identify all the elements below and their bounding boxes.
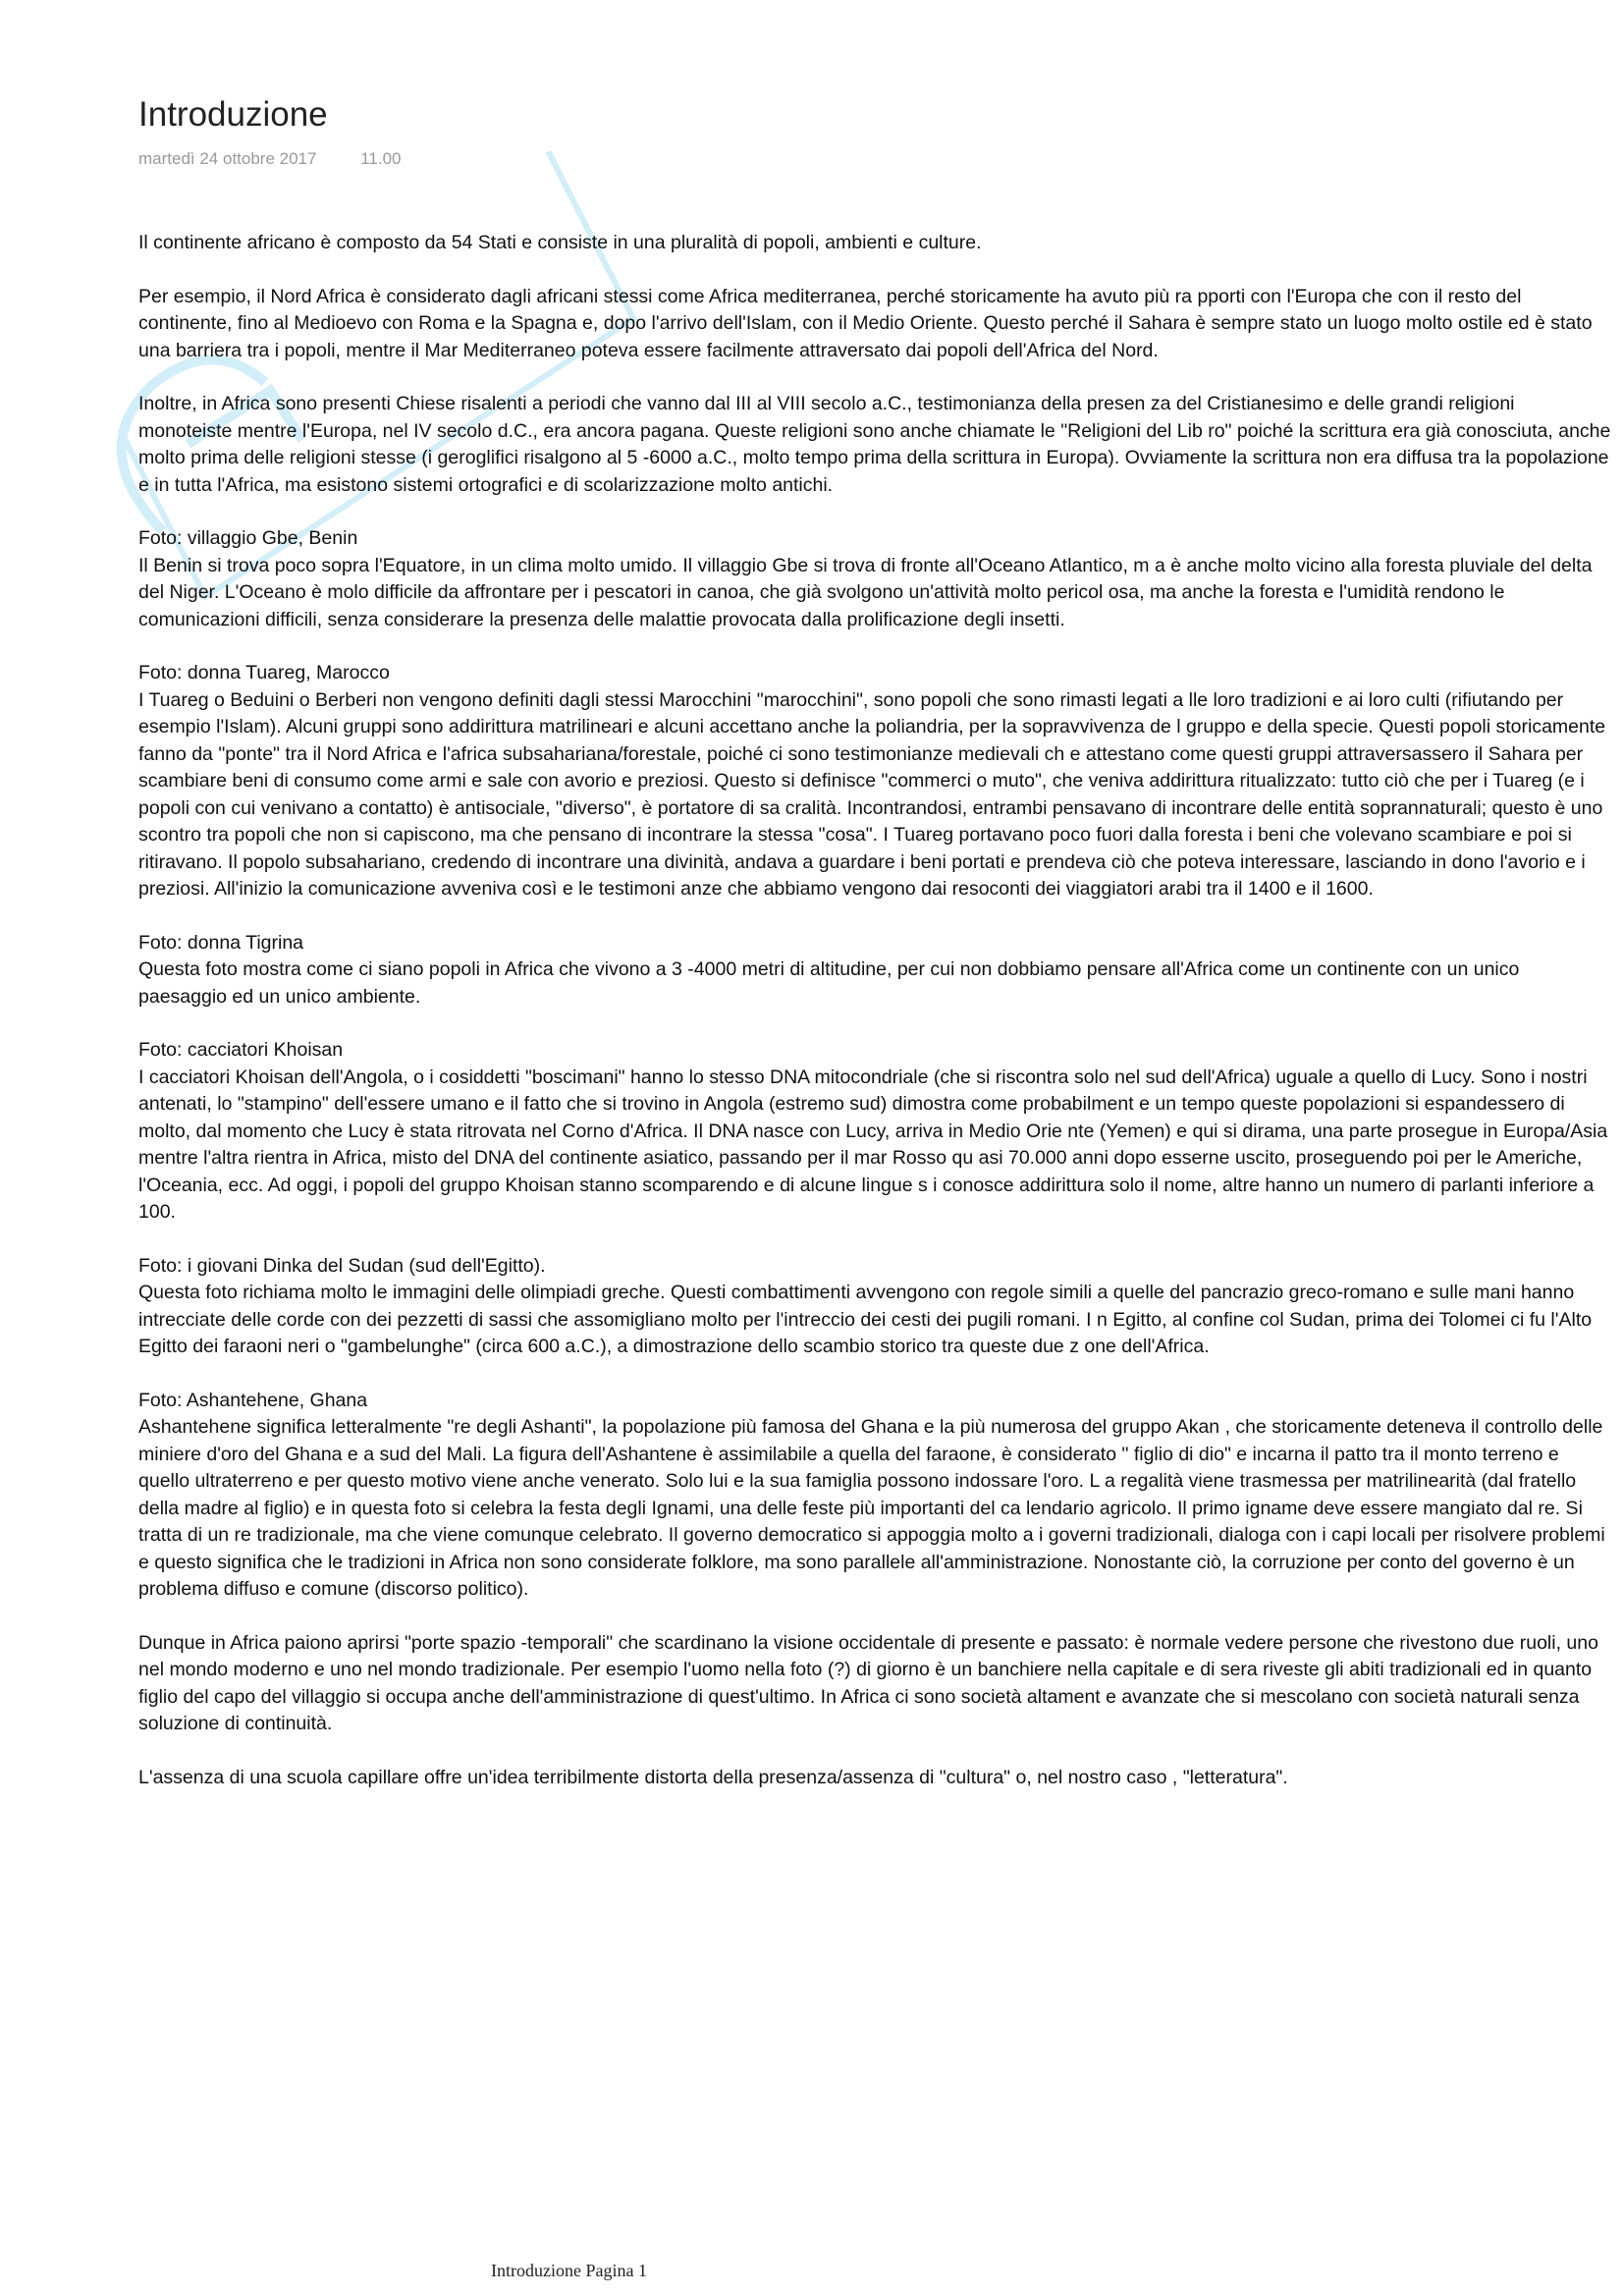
note-metadata — [138, 149, 1611, 169]
note-time: 11.00 — [360, 149, 402, 168]
paragraph-text: Dunque in Africa paiono aprirsi "porte spazio -temporali" che scardinano la visione occidentale di presente e passato: è normale vedere persone che rivestono due ruoli, uno nel mondo moderno e uno nel mondo tradizionale. Per esempio l'uomo nella foto (?) di giorno è un banchiere nella capitale e di sera riveste gli abiti tradizionali ed in quanto figlio del capo del villaggio si occupa anche dell'amministrazione di quest'ultimo. In Africa ci sono società altament e avanzate che si mescolano con società naturali senza soluzione di continuità. — [138, 1631, 1598, 1734]
paragraph — [138, 284, 1611, 365]
paragraph-text: Questa foto richiama molto le immagini delle olimpiadi greche. Questi combattimenti avvengono con regole simili a quelle del pancrazio greco-romano e sulle mani hanno intrecciate delle corde con dei pezzetti di sassi che assomigliano molto per l'intreccio dei cesti dei pugili romani. I n Egitto, al confine col Sudan, prima dei Tolomei ci fu l'Alto Egitto dei faraoni neri o "gambelunghe" (circa 600 a.C.), a dimostrazione dello scambio storico tra queste due z one dell'Africa. — [138, 1282, 1593, 1357]
paragraph-text: Ashantehene significa letteralmente "re degli Ashanti", la popolazione più famosa del Ghana e la più numerosa del gruppo Akan , che storicamente deteneva il controllo delle miniere d'oro del Ghana e a sud del Mali. La figura dell'Ashantene è assimilabile a quella del faraone, è considerato " figlio di dio" e incarna il patto tra il monto terreno e quello ultraterreno e per questo motivo viene anche venerato. Solo lui e la sua famiglia possono indossare l'oro. L a regalità viene trasmessa per matrilinearità (dal fratello della madre al figlio) e in questa foto si celebra la festa degli Ignami, una delle feste più importanti del ca lendario agricolo. Il primo igname deve essere mangiato dal re. Si tratta di un re tradizionale, ma che viene comunque celebrato. Il governo democratico si appoggia molto a i governi tradizionali, dialoga con i capi locali per risolvere problemi e questo significa che le tradizioni in Africa non sono considerate folklore, ma sono parallele all'amministrazione. Nonostante ciò, la corruzione per conto del governo è un problema diffuso e comune (discorso politico). — [138, 1416, 1605, 1600]
paragraph-text: Questa foto mostra come ci siano popoli in Africa che vivono a 3 -4000 metri di altitudine, per cui non dobbiamo pensare all'Africa come un continente con un unico paesaggio ed un unico ambiente. — [138, 958, 1520, 1008]
document-body — [138, 230, 1611, 1791]
paragraph — [138, 1253, 1611, 1361]
paragraph-text: I cacciatori Khoisan dell'Angola, o i cosiddetti "boscimani" hanno lo stesso DNA mitocondriale (che si riscontra solo nel sud dell'Africa) uguale a quello di Lucy. Sono i nostri antenati, lo "stampino" dell'essere umano e il fatto che si trovino in Angola (estremo sud) dimostra come probabilment e un tempo queste popolazioni si espandessero di molto, dal momento che Lucy è stata ritrovata nel Corno d'Africa. Il DNA nasce con Lucy, arriva in Medio Orie nte (Yemen) e qui si dirama, una parte prosegue in Europa/Asia mentre l'altra rientra in Africa, misto del DNA del continente asiatico, passando per il mar Rosso qu asi 70.000 anni dopo esserne uscito, proseguendo poi per le Americhe, l'Oceania, ecc. Ad oggi, i popoli del gruppo Khoisan stanno scomparendo e di alcune lingue s i conosce addirittura solo il nome, altre hanno un numero di parlanti inferiore a 100. — [138, 1066, 1608, 1223]
section-heading: Foto: cacciatori Khoisan — [138, 1039, 344, 1061]
paragraph-text: Inoltre, in Africa sono presenti Chiese risalenti a periodi che vanno dal III al VIII secolo a.C., testimonianza della presen za del Cristianesimo e delle grandi religioni monoteiste mentre l'Europa, nel IV secolo d.C., era ancora pagana. Queste religioni sono anche chiamate le "Religioni del Lib ro" poiché la scrittura era già conosciuta, anche molto prima delle religioni stesse (i geroglifici risalgono al 5 -6000 a.C., molto tempo prima della scrittura in Europa). Ovviamente la scrittura non era diffusa tra la popolazione e in tutta l'Africa, ma esistono sistemi ortografici e di scolarizzazione molto antichi. — [138, 393, 1611, 496]
paragraph — [138, 391, 1611, 499]
paragraph-text: L'assenza di una scuola capillare offre un'idea terribilmente distorta della presenza/assenza di "cultura" o, nel nostro caso , "letteratura". — [138, 1766, 1288, 1788]
note-date: martedì 24 ottobre 2017 — [138, 149, 317, 168]
section-heading: Foto: Ashantehene, Ghana — [138, 1389, 368, 1411]
paragraph — [138, 930, 1611, 1011]
paragraph — [138, 525, 1611, 633]
paragraph — [138, 1765, 1611, 1792]
paragraph-text: I Tuareg o Beduini o Berberi non vengono definiti dagli stessi Marocchini "marocchini", sono popoli che sono rimasti legati a lle loro tradizioni e ai loro culti (rifiutando per esempio l'Islam). Alcuni gruppi sono addirittura matrilineari e alcuni accettano anche la poliandria, per la sopravvivenza de l gruppo e della specie. Questi popoli storicamente fanno da "ponte" tra il Nord Africa e l'africa subsahariana/forestale, poiché ci sono testimonianze medievali ch e attestano come questi gruppi attraversassero il Sahara per scambiare beni di consumo come armi e sale con avorio e preziosi. Questo si definisce "commerci o muto", che veniva addirittura ritualizzato: tutto ciò che per i Tuareg (e i popoli con cui venivano a contatto) è antisociale, "diverso", è portatore di sa cralità. Incontrandosi, entrambi pensavano di incontrare delle entità soprannaturali; questo è uno scontro tra popoli che non si capiscono, ma che pensano di incontrare la stessa "cosa". I Tuareg portavano poco fuori dalla foresta i beni che volevano scambiare e poi si ritiravano. Il popolo subsahariano, credendo di incontrare una divinità, andava a guardare i beni portati e prendeva ciò che poteva interessare, lasciando in dono l'avorio e i preziosi. All'inizio la comunicazione avveniva così e le testimoni anze che abbiamo vengono dai resoconti dei viaggiatori arabi tra il 1400 e il 1600. — [138, 688, 1606, 900]
paragraph-text: Per esempio, il Nord Africa è considerato dagli africani stessi come Africa mediterranea, perché storicamente ha avuto più ra pporti con l'Europa che con il resto del continente, fino al Medioevo con Roma e la Spagna e, dopo l'arrivo dell'Islam, con il Medio Oriente. Questo perché il Sahara è sempre stato un luogo molto ostile ed è stato una barriera tra i popoli, mentre il Mar Mediterraneo poteva essere facilmente attraversato dai popoli dell'Africa del Nord. — [138, 285, 1593, 361]
section-heading: Foto: donna Tigrina — [138, 931, 304, 954]
paragraph — [138, 230, 1611, 257]
page-footer: Introduzione Pagina 1 — [491, 2261, 647, 2280]
section-heading: Foto: villaggio Gbe, Benin — [138, 527, 358, 549]
paragraph-text: Il Benin si trova poco sopra l'Equatore, in un clima molto umido. Il villaggio Gbe si trova di fronte all'Oceano Atlantico, m a è anche molto vicino alla foresta pluviale del delta del Niger. L'Oceano è molo difficile da affrontare per i pescatori in canoa, che già svolgono un'attività molto pericol osa, ma anche la foresta e l'umidità rendono le comunicazioni difficili, senza considerare la presenza delle malattie provocata dalla prolificazione degli insetti. — [138, 554, 1593, 630]
paragraph-text: Il continente africano è composto da 54 Stati e consiste in una pluralità di popoli, ambienti e culture. — [138, 232, 982, 253]
paragraph — [138, 1388, 1611, 1604]
document-page — [138, 94, 1611, 1818]
section-heading: Foto: i giovani Dinka del Sudan (sud dell'Egitto). — [138, 1254, 546, 1277]
paragraph — [138, 1037, 1611, 1227]
section-heading: Foto: donna Tuareg, Marocco — [138, 662, 390, 683]
paragraph — [138, 660, 1611, 903]
paragraph — [138, 1630, 1611, 1738]
page-title: Introduzione — [138, 95, 328, 134]
